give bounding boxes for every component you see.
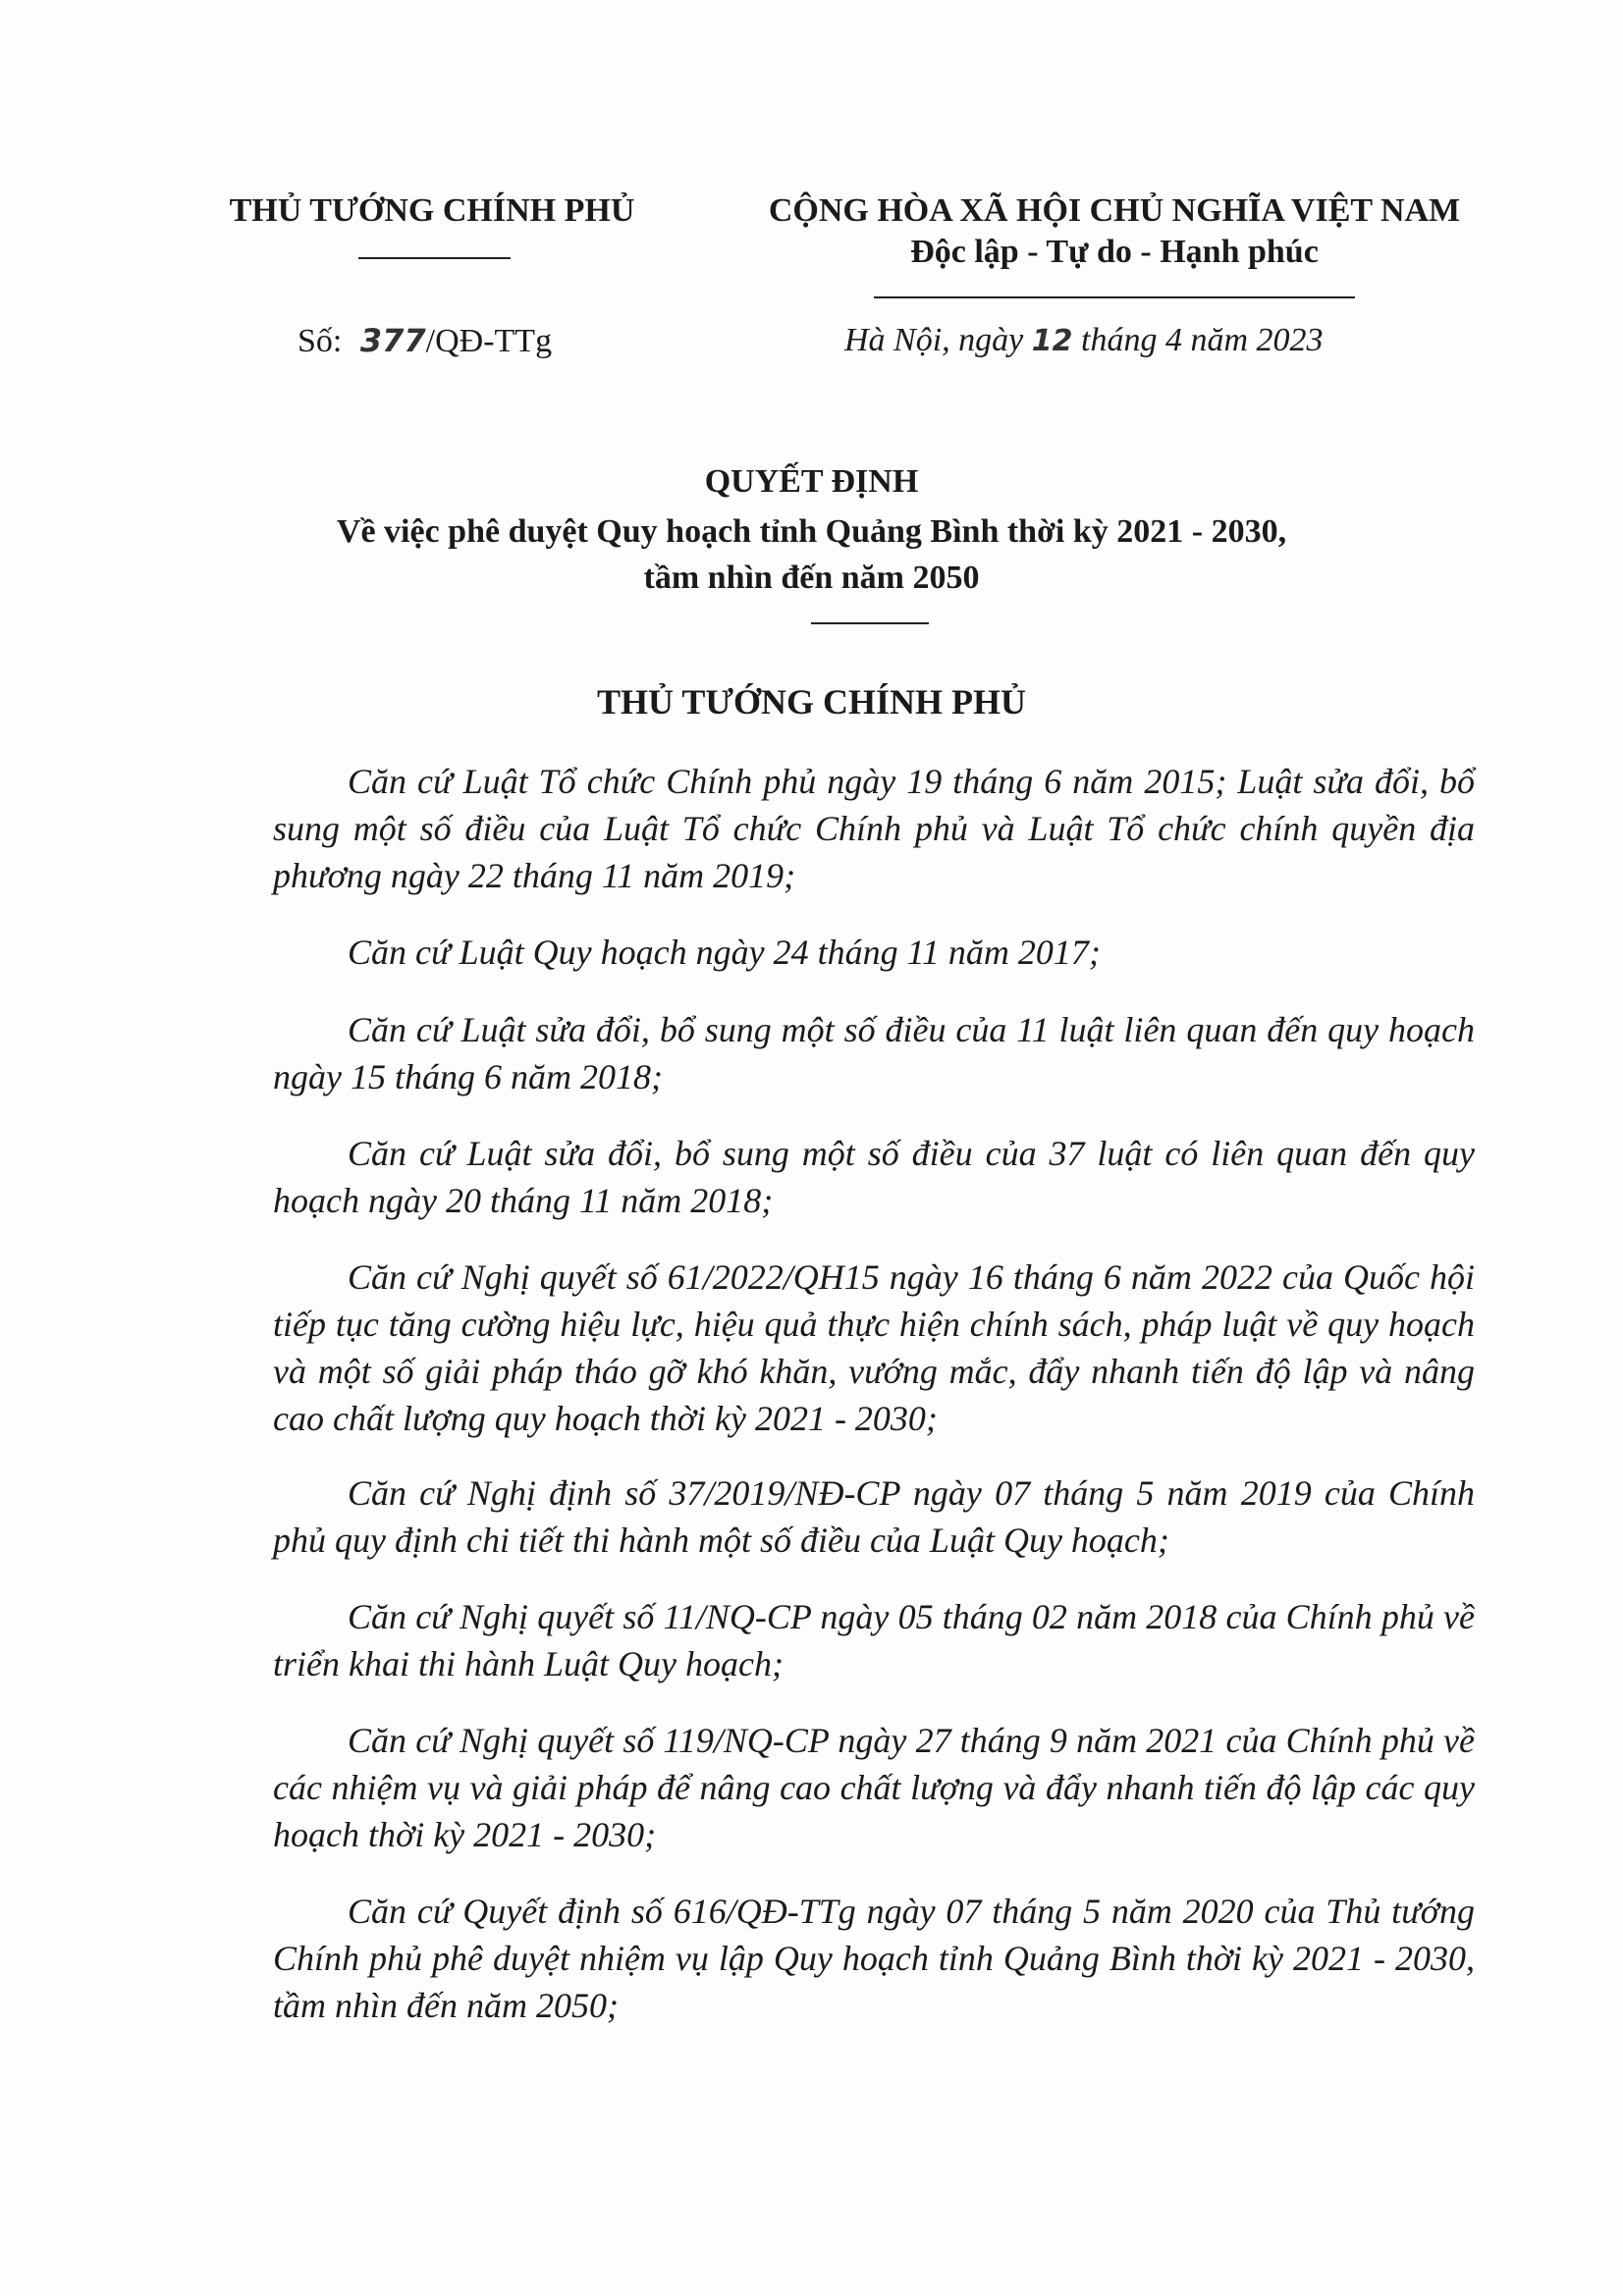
date-suffix: tháng 4 năm 2023 — [1081, 322, 1324, 358]
national-motto: Độc lập - Tự do - Hạnh phúc — [910, 234, 1319, 270]
paragraph-3: Căn cứ Luật sửa đổi, bổ sung một số điều của 11 luật liên quan đến quy hoạch ngày 15 tháng 6 năm 2018; — [273, 1010, 1475, 1096]
document-number — [298, 322, 552, 360]
subject-line-1: Về việc phê duyệt Quy hoạch tỉnh Quảng Bình thời kỳ 2021 - 2030, — [336, 513, 1287, 550]
motto-underline — [874, 296, 1355, 298]
paragraph-5: Căn cứ Nghị quyết số 61/2022/QH15 ngày 16 tháng 6 năm 2022 của Quốc hội tiếp tục tăng cường hiệu lực, hiệu quả thực hiện chính sách, pháp luật về quy hoạch và một số giải pháp tháo gỡ khó khăn, vướng mắc, đẩy nhanh tiến độ lập và nâng cao chất lượng quy hoạch thời kỳ 2021 - 2030; — [273, 1257, 1475, 1438]
issue-date — [844, 322, 1324, 359]
agency-underline — [358, 257, 511, 259]
number-prefix: Số: — [298, 323, 343, 359]
paragraph-4: Căn cứ Luật sửa đổi, bổ sung một số điều của 37 luật có liên quan đến quy hoạch ngày 20 tháng 11 năm 2018; — [273, 1134, 1475, 1220]
issuing-agency: THỦ TƯỚNG CHÍNH PHỦ — [229, 192, 635, 229]
number-handwritten: 377 — [359, 322, 426, 359]
paragraph-7: Căn cứ Nghị quyết số 11/NQ-CP ngày 05 tháng 02 năm 2018 của Chính phủ về triển khai thi hành Luật Quy hoạch; — [273, 1597, 1475, 1683]
document-type: QUYẾT ĐỊNH — [704, 463, 919, 500]
country-name: CỘNG HÒA XÃ HỘI CHỦ NGHĨA VIỆT NAM — [768, 192, 1461, 229]
paragraph-9: Căn cứ Quyết định số 616/QĐ-TTg ngày 07 tháng 5 năm 2020 của Thủ tướng Chính phủ phê duyệt nhiệm vụ lập Quy hoạch tỉnh Quảng Bình thời kỳ 2021 - 2030, tầm nhìn đến năm 2050; — [273, 1892, 1475, 2025]
paragraph-1: Căn cứ Luật Tổ chức Chính phủ ngày 19 tháng 6 năm 2015; Luật sửa đổi, bổ sung một số điều của Luật Tổ chức Chính phủ và Luật Tổ chức chính quyền địa phương ngày 22 tháng 11 năm 2019; — [273, 762, 1475, 895]
paragraph-8: Căn cứ Nghị quyết số 119/NQ-CP ngày 27 tháng 9 năm 2021 của Chính phủ về các nhiệm vụ và giải pháp để nâng cao chất lượng và đẩy nhanh tiến độ lập các quy hoạch thời kỳ 2021 - 2030; — [273, 1721, 1475, 1854]
number-suffix: /QĐ-TTg — [425, 323, 553, 359]
issuer-heading: THỦ TƯỚNG CHÍNH PHỦ — [596, 682, 1027, 721]
date-day-handwritten: 12 — [1031, 324, 1073, 358]
title-underline — [811, 622, 929, 624]
paragraph-6: Căn cứ Nghị định số 37/2019/NĐ-CP ngày 07 tháng 5 năm 2019 của Chính phủ quy định chi tiết thi hành một số điều của Luật Quy hoạch; — [273, 1473, 1475, 1560]
date-prefix: Hà Nội, ngày — [844, 322, 1024, 358]
subject-line-2: tầm nhìn đến năm 2050 — [643, 560, 980, 596]
paragraph-2: Căn cứ Luật Quy hoạch ngày 24 tháng 11 năm 2017; — [348, 933, 1101, 972]
